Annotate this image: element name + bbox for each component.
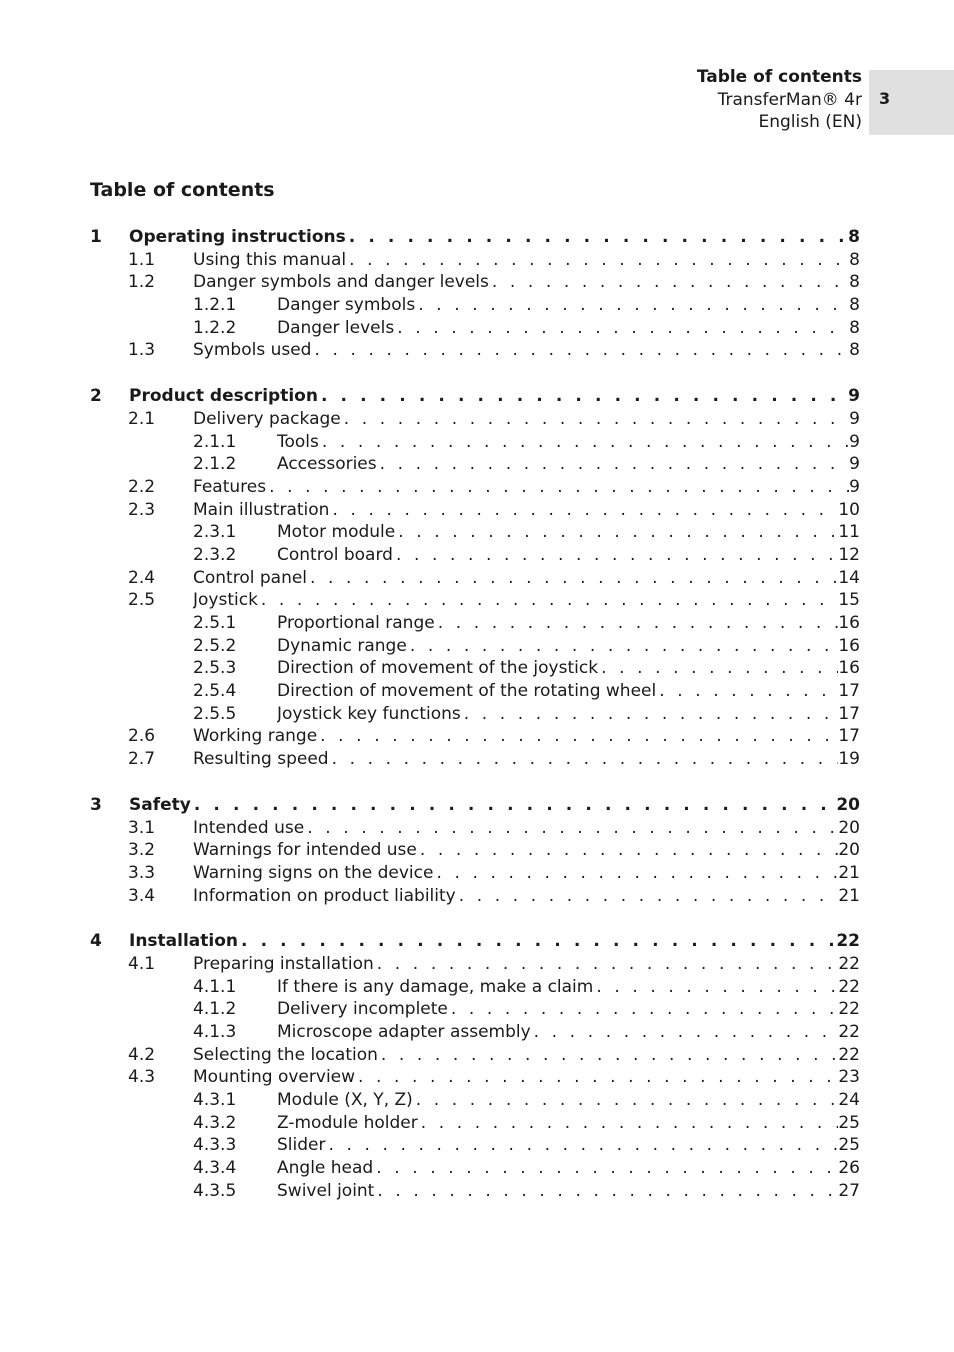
toc-entry-label: Control panel (193, 567, 308, 588)
toc-entry-label: Swivel joint (277, 1180, 375, 1201)
toc-entry-label: Danger symbols and danger levels (193, 272, 489, 293)
toc-entry-line (129, 930, 860, 953)
dot-leader (310, 567, 838, 590)
toc-entry[interactable] (90, 294, 860, 317)
toc-entry-number: 2.3 (128, 499, 156, 520)
toc-entry-line (277, 635, 860, 658)
toc-entry-page: 20 (838, 817, 860, 838)
toc-entry[interactable] (90, 1112, 860, 1135)
toc-entry[interactable] (90, 703, 860, 726)
toc-entry-label: Tools (277, 431, 319, 452)
toc-entry-line (277, 521, 860, 544)
toc-entry-number: 4.3.4 (193, 1158, 237, 1179)
toc-entry-line (193, 862, 860, 885)
toc-entry-page: 9 (849, 431, 860, 452)
toc-entry-label: Warnings for intended use (193, 840, 417, 861)
toc-entry-label: Working range (193, 726, 318, 747)
toc-entry-number: 2.3.2 (193, 544, 237, 565)
dot-leader (332, 499, 838, 522)
toc-entry-number: 2.6 (128, 726, 156, 747)
toc-entry-number: 2.5 (128, 590, 156, 611)
toc-entry-page: 8 (849, 340, 860, 361)
dot-leader (269, 476, 849, 499)
toc-entry-number: 2.1.1 (193, 431, 237, 452)
toc-entry-number: 2.5.4 (193, 681, 237, 702)
toc-entry-number: 3.4 (128, 885, 156, 906)
toc-entry-label: Information on product liability (193, 885, 456, 906)
table-of-contents (90, 226, 860, 1203)
toc-entry-line (193, 748, 860, 771)
toc-entry-page: 16 (838, 613, 860, 633)
toc-entry-line (277, 612, 860, 635)
toc-entry-line (277, 1021, 860, 1044)
dot-leader (320, 725, 838, 748)
toc-entry[interactable] (90, 976, 860, 999)
toc-entry[interactable] (90, 657, 860, 680)
toc-entry[interactable] (90, 839, 860, 862)
dot-leader (194, 794, 836, 817)
toc-entry-number: 1.2 (128, 272, 156, 293)
dot-leader (380, 453, 850, 476)
toc-entry[interactable] (90, 748, 860, 771)
toc-entry-page: 19 (838, 749, 860, 770)
dot-leader (307, 817, 838, 840)
toc-entry[interactable] (90, 1157, 860, 1180)
toc-entry[interactable] (90, 1180, 860, 1203)
toc-entry[interactable] (90, 271, 860, 294)
toc-entry-number: 4.1 (128, 953, 156, 974)
toc-entry-number: 4.3 (128, 1067, 156, 1088)
toc-entry-page: 16 (838, 658, 860, 679)
page-number-tab (869, 70, 954, 135)
toc-entry-line (193, 839, 860, 862)
toc-entry-page: 17 (838, 726, 860, 747)
toc-entry-label: If there is any damage, make a claim (277, 976, 594, 997)
toc-entry[interactable] (90, 385, 860, 408)
toc-entry-label: Preparing installation (193, 953, 374, 974)
toc-entry-page: 22 (838, 976, 860, 997)
dot-leader (436, 862, 838, 885)
dot-leader (464, 703, 839, 726)
toc-entry-label: Direction of movement of the rotating wheel (277, 681, 657, 702)
toc-entry-number: 4 (90, 931, 102, 952)
toc-entry-label: Delivery package (193, 408, 341, 429)
toc-entry-line (193, 589, 860, 612)
toc-entry-line (193, 476, 860, 499)
toc-entry-page: 26 (838, 1158, 860, 1179)
toc-entry-line (277, 998, 860, 1021)
toc-entry-label: Danger symbols (277, 295, 416, 316)
toc-entry-number: 4.1.3 (193, 1022, 237, 1042)
toc-entry-number: 2.5.5 (193, 703, 237, 724)
header-product: TransferMan® 4r (717, 89, 862, 110)
toc-entry-number: 4.3.1 (193, 1090, 237, 1111)
dot-leader (377, 953, 839, 976)
dot-leader (349, 249, 849, 272)
toc-entry-page: 27 (838, 1180, 860, 1201)
toc-entry-page: 11 (838, 522, 860, 543)
toc-entry-label: Module (X, Y, Z) (277, 1090, 413, 1111)
toc-entry-number: 2.2 (128, 476, 156, 497)
toc-entry-page: 21 (838, 885, 860, 906)
toc-entry-page: 14 (838, 567, 860, 588)
toc-entry-label: Joystick (193, 590, 258, 611)
toc-entry-label: Intended use (193, 817, 305, 838)
toc-entry-number: 3.1 (128, 817, 156, 838)
toc-entry-label: Resulting speed (193, 749, 329, 770)
toc-entry[interactable] (90, 1044, 860, 1067)
toc-entry-number: 3.3 (128, 862, 156, 883)
toc-entry-label: Installation (129, 931, 239, 952)
dot-leader (377, 1180, 838, 1203)
dot-leader (376, 1157, 838, 1180)
dot-leader (416, 1089, 839, 1112)
toc-entry-line (277, 1112, 860, 1135)
toc-entry-line (129, 794, 860, 817)
toc-entry-page: 21 (838, 862, 860, 883)
toc-entry-page: 22 (838, 1044, 860, 1065)
dot-leader (438, 612, 839, 635)
dot-leader (492, 271, 849, 294)
toc-entry-line (193, 339, 860, 362)
toc-entry[interactable] (90, 476, 860, 499)
dot-leader (332, 748, 839, 771)
toc-entry-number: 1.1 (128, 249, 156, 270)
toc-entry-number: 4.1.2 (193, 999, 237, 1020)
toc-entry-label: Angle head (277, 1158, 374, 1179)
toc-entry[interactable] (90, 521, 860, 544)
header-title: Table of contents (696, 67, 862, 87)
toc-entry-line (193, 271, 860, 294)
dot-leader (349, 226, 848, 249)
toc-entry-page: 17 (838, 681, 860, 702)
toc-entry[interactable] (90, 725, 860, 748)
toc-entry-number: 1 (90, 227, 102, 247)
dot-leader (596, 976, 838, 999)
page-number: 3 (879, 89, 891, 108)
toc-entry-line (193, 885, 860, 908)
toc-entry-page: 22 (838, 1022, 860, 1042)
toc-entry-number: 3.2 (128, 840, 156, 861)
dot-leader (659, 680, 838, 703)
toc-entry-line (277, 294, 860, 317)
toc-entry-label: Slider (277, 1135, 326, 1156)
toc-entry-line (193, 567, 860, 590)
toc-entry-page: 22 (838, 953, 860, 974)
dot-leader (451, 998, 838, 1021)
dot-leader (328, 1134, 838, 1157)
toc-entry-page: 20 (838, 840, 860, 861)
toc-entry-line (277, 544, 860, 567)
toc-entry[interactable] (90, 1066, 860, 1089)
toc-entry[interactable] (90, 612, 860, 635)
toc-entry-page: 20 (836, 794, 860, 815)
toc-entry-page: 9 (849, 454, 860, 475)
toc-entry[interactable] (90, 817, 860, 840)
toc-entry-label: Symbols used (193, 340, 312, 361)
toc-entry[interactable] (90, 317, 860, 340)
toc-entry-page: 16 (838, 635, 860, 656)
toc-entry-page: 8 (848, 227, 860, 247)
toc-entry-page: 9 (849, 408, 860, 429)
toc-entry-page: 12 (838, 544, 860, 565)
toc-entry[interactable] (90, 499, 860, 522)
toc-entry-label: Direction of movement of the joystick (277, 658, 599, 679)
toc-entry[interactable] (90, 885, 860, 908)
toc-entry-page: 8 (849, 272, 860, 293)
toc-entry-line (277, 1157, 860, 1180)
toc-entry-number: 4.3.5 (193, 1180, 237, 1201)
toc-entry-number: 4.3.2 (193, 1112, 237, 1133)
toc-entry[interactable] (90, 408, 860, 431)
toc-entry-label: Product description (129, 386, 318, 407)
toc-entry-label: Z-module holder (277, 1112, 418, 1133)
toc-entry-number: 2.5.3 (193, 658, 237, 679)
toc-entry-page: 9 (848, 386, 860, 407)
toc-entry-line (277, 976, 860, 999)
toc-entry-number: 2.5.2 (193, 635, 237, 656)
toc-entry-label: Motor module (277, 522, 396, 543)
toc-entry-label: Control board (277, 544, 393, 565)
running-header (697, 66, 862, 134)
toc-entry-label: Dynamic range (277, 635, 407, 656)
toc-entry-label: Safety (129, 794, 191, 815)
toc-entry-page: 23 (838, 1067, 860, 1088)
toc-entry-number: 4.1.1 (193, 976, 237, 997)
toc-entry-line (193, 1066, 860, 1089)
toc-entry[interactable] (90, 1089, 860, 1112)
toc-entry-line (277, 703, 860, 726)
toc-entry-line (277, 657, 860, 680)
toc-entry-page: 25 (838, 1112, 860, 1133)
toc-entry[interactable] (90, 680, 860, 703)
toc-entry-line (193, 408, 860, 431)
toc-entry-label: Delivery incomplete (277, 999, 448, 1020)
toc-entry[interactable] (90, 453, 860, 476)
toc-entry-line (193, 499, 860, 522)
toc-entry-page: 9 (849, 476, 860, 497)
toc-entry-label: Joystick key functions (277, 703, 461, 724)
toc-entry[interactable] (90, 589, 860, 612)
toc-entry-line (277, 431, 860, 454)
toc-entry-line (277, 1089, 860, 1112)
toc-entry-number: 2.1.2 (193, 454, 237, 475)
toc-entry-label: Warning signs on the device (193, 862, 434, 883)
toc-entry-number: 4.3.3 (193, 1135, 237, 1156)
toc-entry-line (277, 453, 860, 476)
toc-entry-page: 25 (838, 1135, 860, 1156)
toc-entry-line (129, 385, 860, 408)
toc-entry[interactable] (90, 998, 860, 1021)
toc-entry-number: 1.3 (128, 340, 156, 361)
toc-entry-label: Selecting the location (193, 1044, 378, 1065)
dot-leader (241, 930, 836, 953)
toc-entry-line (193, 1044, 860, 1067)
toc-entry-number: 2.4 (128, 567, 156, 588)
toc-entry-label: Using this manual (193, 249, 347, 270)
toc-entry[interactable] (90, 226, 860, 249)
toc-entry-page: 8 (849, 249, 860, 270)
toc-entry-number: 3 (90, 794, 102, 815)
dot-leader (321, 385, 848, 408)
toc-entry-line (193, 249, 860, 272)
dot-leader (420, 839, 838, 862)
toc-entry[interactable] (90, 635, 860, 658)
dot-leader (534, 1021, 839, 1044)
toc-entry-label: Operating instructions (129, 227, 346, 247)
toc-entry-number: 2 (90, 386, 102, 407)
toc-entry-line (277, 680, 860, 703)
toc-entry-page: 17 (838, 703, 860, 724)
dot-leader (358, 1066, 838, 1089)
dot-leader (418, 294, 849, 317)
toc-entry-line (129, 226, 860, 249)
dot-leader (601, 657, 838, 680)
toc-entry[interactable] (90, 431, 860, 454)
dot-leader (410, 635, 839, 658)
toc-entry-number: 2.1 (128, 408, 156, 429)
toc-entry[interactable] (90, 1021, 860, 1044)
dot-leader (459, 885, 839, 908)
toc-entry[interactable] (90, 953, 860, 976)
toc-entry[interactable] (90, 339, 860, 362)
toc-entry-page: 15 (838, 590, 860, 611)
dot-leader (314, 339, 849, 362)
dot-leader (261, 589, 838, 612)
dot-leader (322, 431, 849, 454)
dot-leader (397, 317, 849, 340)
toc-entry-label: Main illustration (193, 499, 330, 520)
header-language: English (EN) (758, 112, 862, 132)
toc-entry-number: 4.2 (128, 1044, 156, 1065)
toc-entry-number: 1.2.1 (193, 295, 237, 316)
toc-entry-label: Danger levels (277, 317, 395, 338)
toc-entry-number: 1.2.2 (193, 317, 237, 338)
toc-entry[interactable] (90, 249, 860, 272)
toc-entry[interactable] (90, 862, 860, 885)
dot-leader (344, 408, 849, 431)
dot-leader (421, 1112, 839, 1135)
toc-entry-number: 2.5.1 (193, 613, 237, 633)
toc-entry-page: 24 (838, 1090, 860, 1111)
toc-entry[interactable] (90, 794, 860, 817)
toc-entry-number: 2.3.1 (193, 522, 237, 543)
toc-entry-line (277, 1180, 860, 1203)
toc-entry-line (277, 317, 860, 340)
toc-heading: Table of contents (90, 179, 275, 201)
toc-entry-label: Features (193, 476, 267, 497)
toc-entry[interactable] (90, 930, 860, 953)
dot-leader (398, 521, 838, 544)
toc-entry-page: 8 (849, 295, 860, 316)
toc-entry-label: Proportional range (277, 613, 435, 633)
toc-entry-page: 22 (836, 931, 860, 952)
toc-entry-line (193, 725, 860, 748)
toc-entry-page: 8 (849, 317, 860, 338)
toc-entry-line (277, 1134, 860, 1157)
toc-entry-page: 22 (838, 999, 860, 1020)
dot-leader (381, 1044, 838, 1067)
toc-entry-label: Microscope adapter assembly (277, 1022, 531, 1042)
toc-entry-number: 2.7 (128, 749, 156, 770)
toc-entry-label: Mounting overview (193, 1067, 356, 1088)
dot-leader (396, 544, 838, 567)
toc-entry[interactable] (90, 567, 860, 590)
toc-entry-label: Accessories (277, 454, 377, 475)
toc-entry[interactable] (90, 544, 860, 567)
toc-entry[interactable] (90, 1134, 860, 1157)
toc-entry-page: 10 (838, 499, 860, 520)
toc-entry-line (193, 817, 860, 840)
toc-entry-line (193, 953, 860, 976)
